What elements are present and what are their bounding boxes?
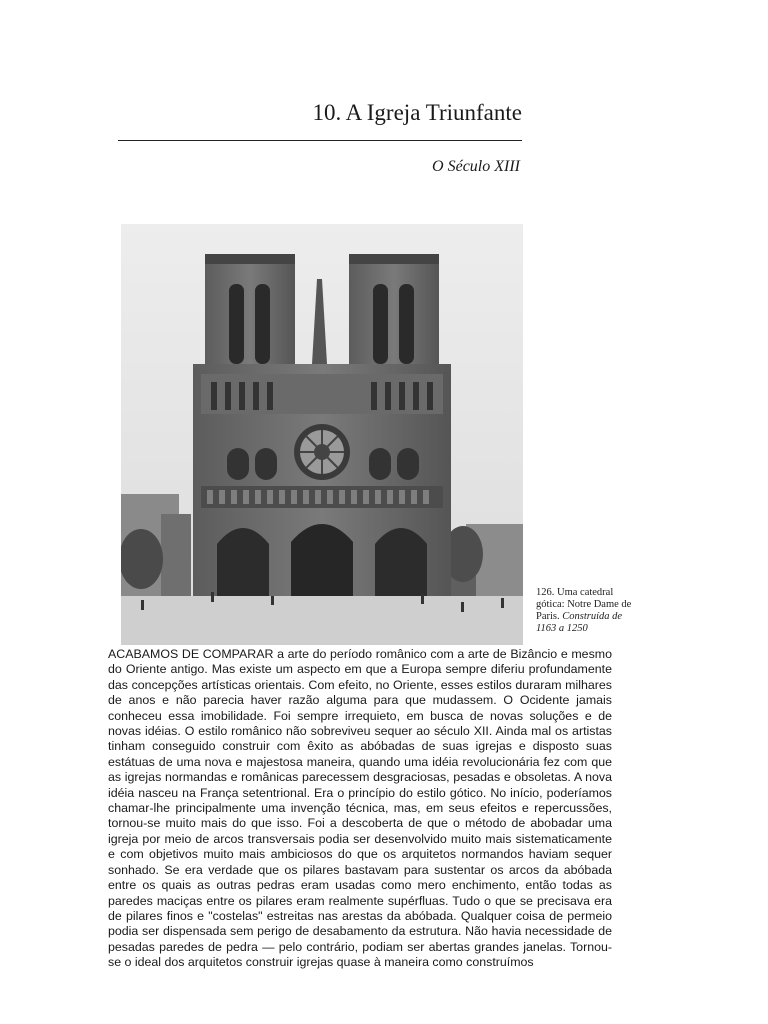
chapter-subtitle: O Século XIII (432, 158, 520, 175)
caption-italic: Construída de 1163 a 1250 (536, 611, 623, 634)
title-rule (118, 140, 522, 141)
caption-plain: 126. Uma catedral gótica: Notre Dame de Paris. (536, 587, 632, 622)
figure-caption (536, 587, 632, 635)
body-paragraph (108, 647, 612, 971)
cathedral-photo (121, 224, 523, 645)
lead-in: ACABAMOS DE COMPARAR (108, 647, 274, 661)
chapter-title: 10. A Igreja Triunfante (312, 100, 522, 125)
body-text: a arte do período românico com a arte de Bizâncio e mesmo do Oriente antigo. Mas existe um aspecto em que a Europa sempre diferiu profundamente das concepções artísticas orientais. Com efeito, no Oriente, esses estilos duraram milhares de anos e não parecia haver razão alguma para que mudassem. O Ocidente jamais conheceu essa imobilidade. Foi sempre irrequieto, em busca de novas soluções e de novas idéias. O estilo românico não sobreviveu sequer ao século XII. Ainda mal os artistas tinham conseguido construir com êxito as abóbadas de suas igrejas e disposto suas estátuas de uma nova e majestosa maneira, quando uma idéia revolucionária fez com que as igrejas normandas e românicas parecessem desgraciosas, pesadas e obsoletas. A nova idéia nasceu na França setentrional. Era o princípio do estilo gótico. No início, poderíamos chamar-lhe principalmente uma invenção técnica, mas, em seus efeitos e repercussões, tornou-se muito mais do que isso. Foi a descoberta de que o método de abobadar uma igreja por meio de arcos transversais podia ser desenvolvido muito mais sistematicamente e com objetivos muito mais ambiciosos do que os arquitetos normandos haviam sequer sonhado. Se era verdade que os pilares bastavam para sustentar os arcos da abóbada entre os quais as outras pedras eram usadas como mero enchimento, então todas as paredes maciças entre os pilares eram realmente supérfluas. Tudo o que se precisava era de pilares finos e "costelas" estreitas nas arestas da abóbada. Qualquer coisa de permeio podia ser dispensada sem perigo de desabamento da estrutura. Não havia necessidade de pesadas paredes de pedra — pelo contrário, podiam ser abertas grandes janelas. Tornou-se o ideal dos arquitetos construir igrejas quase à maneira como construímos (108, 647, 612, 970)
